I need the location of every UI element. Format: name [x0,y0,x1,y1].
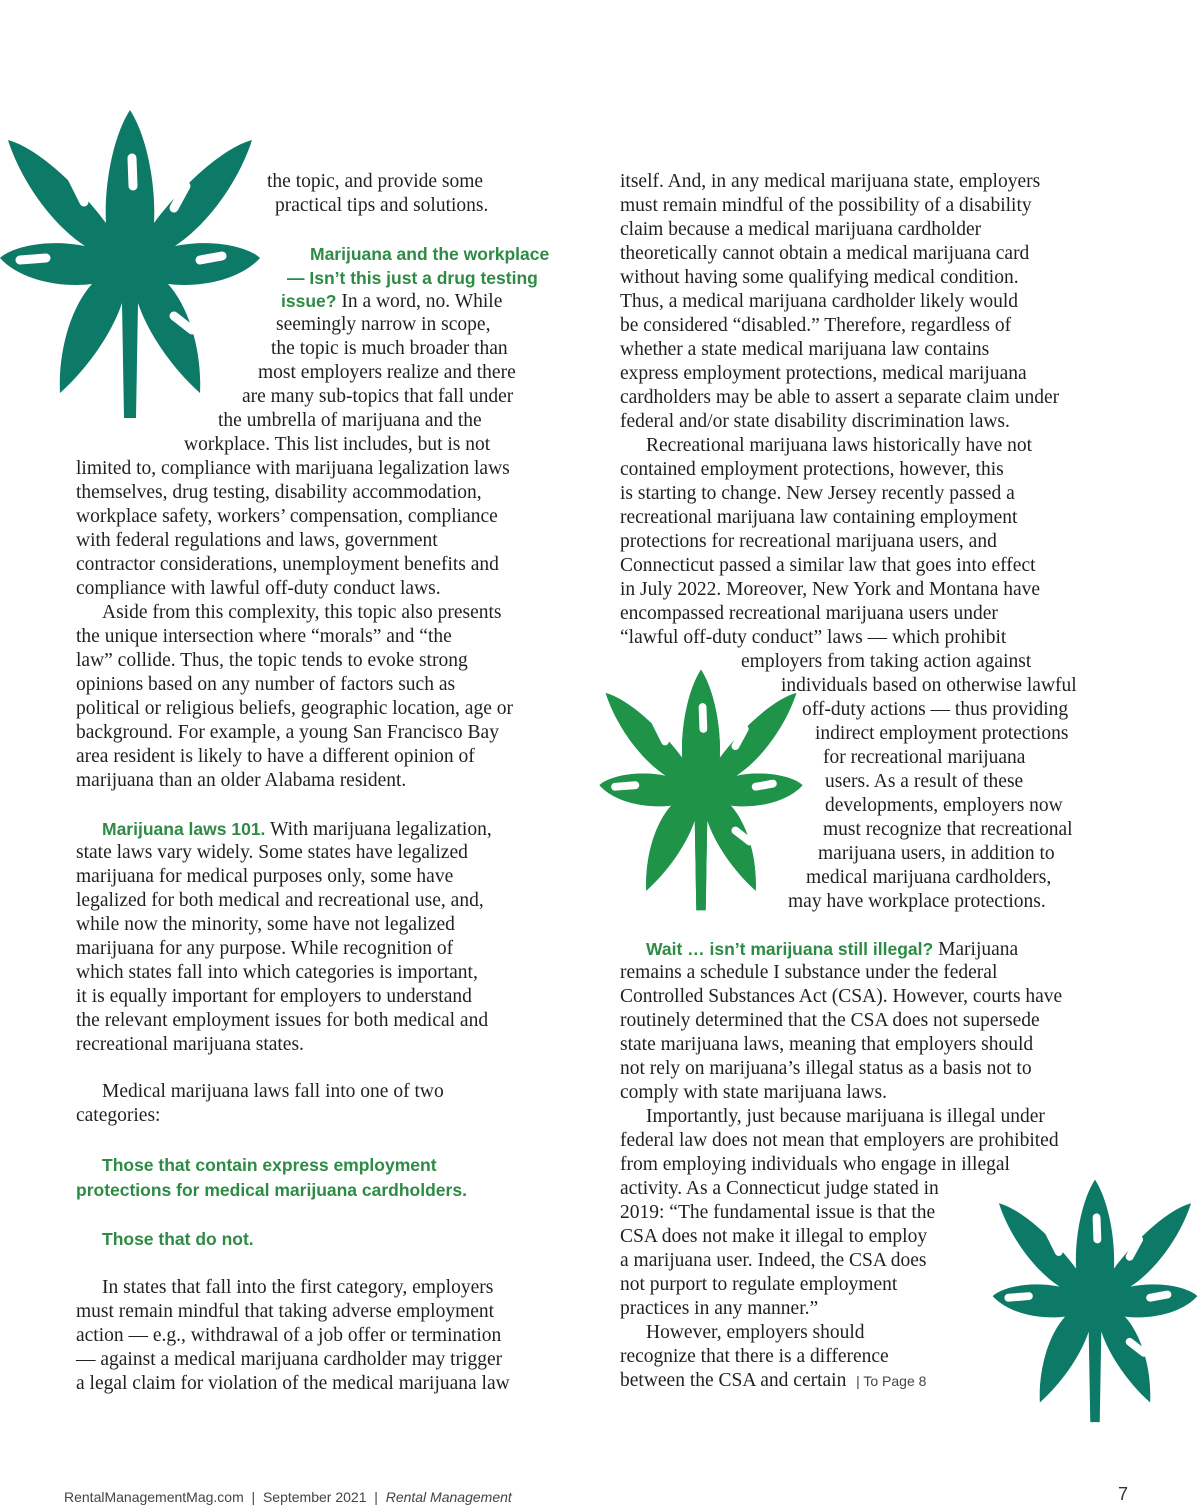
body-text-line: protections for recreational marijuana users, and [620,531,997,552]
footer-separator: | [374,1489,378,1505]
footer-site: RentalManagementMag.com [64,1489,244,1505]
body-text-line: themselves, drug testing, disability accommodation, [76,482,482,503]
page-footer [64,1489,664,1505]
body-text-line: encompassed recreational marijuana users under [620,603,998,624]
body-text-line: Recreational marijuana laws historically have not [646,435,1033,456]
body-text-line: legalized for both medical and recreational use, and, [76,890,484,911]
body-text-line: marijuana than an older Alabama resident. [76,770,407,791]
body-text-line [281,289,502,314]
body-text-line: political or religious beliefs, geographic location, age or [76,698,513,719]
body-text-line: — against a medical marijuana cardholder may trigger [76,1349,503,1370]
footer-magazine: Rental Management [385,1489,512,1505]
body-text-line: comply with state marijuana laws. [620,1082,887,1103]
body-text-line: However, employers should [646,1322,865,1343]
body-text-line: individuals based on otherwise lawful [781,675,1077,696]
body-text-line: marijuana for medical purposes only, some have [76,866,454,887]
page-number: 7 [1118,1484,1129,1504]
body-text-line: recognize that there is a difference [620,1346,889,1367]
body-text-line: workplace safety, workers’ compensation, compliance [76,506,498,527]
body-text-line: area resident is likely to have a different opinion of [76,746,475,767]
body-text-line: with federal regulations and laws, government [76,530,438,551]
body-text-line: limited to, compliance with marijuana legalization laws [76,458,510,479]
body-text-line: the relevant employment issues for both medical and [76,1010,489,1031]
body-text-line: recreational marijuana law containing employment [620,507,1018,528]
body-text-line: claim because a medical marijuana cardholder [620,219,982,240]
body-text-line: not rely on marijuana’s illegal status as a basis not to [620,1058,1032,1079]
body-text-line: express employment protections, medical marijuana [620,363,1027,384]
body-text-line: 2019: “The fundamental issue is that the [620,1202,936,1223]
body-text-line: without having some qualifying medical condition. [620,267,1019,288]
body-text-line: the unique intersection where “morals” and “the [76,626,452,647]
body-text-line: must remain mindful that taking adverse employment [76,1301,495,1322]
list-item-heading: Those that do not. [102,1229,254,1249]
body-text-line: activity. As a Connecticut judge stated in [620,1178,939,1199]
body-text-line: are many sub-topics that fall under [242,386,514,407]
body-text-line: cardholders may be able to assert a separate claim under [620,387,1060,408]
body-text-line [102,817,492,842]
body-text-line: while now the minority, some have not legalized [76,914,455,935]
body-text-line: from employing individuals who engage in illegal [620,1154,1010,1175]
body-text-line: action — e.g., withdrawal of a job offer or termination [76,1325,502,1346]
body-text-line: In states that fall into the first category, employers [102,1277,494,1298]
body-text-line: a marijuana user. Indeed, the CSA does [620,1250,927,1271]
body-text-line: for recreational marijuana [823,747,1026,768]
footer-date: September 2021 [262,1489,367,1505]
body-text-line: most employers realize and there [258,362,516,383]
body-text-line: workplace. This list includes, but is not [184,434,491,455]
body-text: between the CSA and certain [620,1370,847,1391]
body-text-line: compliance with lawful off-duty conduct laws. [76,578,441,599]
body-text-line: contractor considerations, unemployment benefits and [76,554,499,575]
body-text-line: it is equally important for employers to understand [76,986,472,1007]
body-text-line [646,937,1018,962]
body-text-line: is starting to change. New Jersey recently passed a [620,483,1015,504]
body-text-line: developments, employers now [825,795,1063,816]
body-text-line: theoretically cannot obtain a medical marijuana card [620,243,1030,264]
body-text-line: federal law does not mean that employers are prohibited [620,1130,1059,1151]
section-heading: Marijuana laws 101. [102,819,266,839]
body-text-line: Controlled Substances Act (CSA). However, courts have [620,986,1063,1007]
body-text-line: off-duty actions — thus providing [802,699,1069,720]
body-text-line: contained employment protections, however, this [620,459,1004,480]
list-item-heading: Those that contain express employment [102,1155,437,1175]
body-text-line: the umbrella of marijuana and the [218,410,482,431]
section-heading: Marijuana and the workplace [310,244,550,264]
body-text-line: opinions based on any number of factors such as [76,674,456,695]
body-text-line: seemingly narrow in scope, [276,314,491,335]
body-text-line: be considered “disabled.” Therefore, regardless of [620,315,1012,336]
body-text: With marijuana legalization, [265,819,492,840]
body-text-line: routinely determined that the CSA does not supersede [620,1010,1040,1031]
section-heading: issue? [281,291,337,311]
body-text-line: Aside from this complexity, this topic also presents [102,602,502,623]
list-item-heading: protections for medical marijuana cardholders. [76,1180,467,1200]
cannabis-leaf-icon [596,668,806,918]
body-text-line: itself. And, in any medical marijuana state, employers [620,171,1041,192]
body-text-line: categories: [76,1105,161,1126]
body-text-line [620,1369,926,1393]
body-text-line: “lawful off-duty conduct” laws — which prohibit [620,627,1007,648]
cannabis-leaf-icon [0,108,260,428]
body-text-line: which states fall into which categories is important, [76,962,478,983]
body-text-line: not purport to regulate employment [620,1274,898,1295]
body-text-line: the topic, and provide some [267,171,484,192]
footer-separator: | [251,1489,256,1505]
body-text-line: recreational marijuana states. [76,1034,304,1055]
body-text-line: users. As a result of these [825,771,1024,792]
body-text-line: medical marijuana cardholders, [806,867,1052,888]
body-text: Marijuana [933,939,1019,960]
section-heading: Wait … isn’t marijuana still illegal? [646,939,934,959]
body-text-line: the topic is much broader than [271,338,508,359]
body-text-line: background. For example, a young San Francisco Bay [76,722,499,743]
body-text-line: state marijuana laws, meaning that employers should [620,1034,1034,1055]
continued-to-page-link[interactable]: | To Page 8 [856,1373,927,1389]
body-text-line: practices in any manner.” [620,1298,819,1319]
body-text-line: Importantly, just because marijuana is illegal under [646,1106,1045,1127]
body-text-line: CSA does not make it illegal to employ [620,1226,928,1247]
body-text-line: must remain mindful of the possibility of a disability [620,195,1032,216]
body-text: In a word, no. While [336,291,503,312]
section-heading: — Isn’t this just a drug testing [287,268,538,288]
body-text-line: may have workplace protections. [788,891,1046,912]
body-text-line: a legal claim for violation of the medical marijuana law [76,1373,510,1394]
body-text-line: state laws vary widely. Some states have legalized [76,842,468,863]
body-text-line: practical tips and solutions. [275,195,489,216]
body-text-line: in July 2022. Moreover, New York and Montana have [620,579,1041,600]
body-text-line: Connecticut passed a similar law that goes into effect [620,555,1036,576]
body-text-line: Thus, a medical marijuana cardholder likely would [620,291,1018,312]
body-text-line: employers from taking action against [741,651,1032,672]
body-text-line: must recognize that recreational [823,819,1073,840]
body-text-line: law” collide. Thus, the topic tends to evoke strong [76,650,468,671]
cannabis-leaf-icon [990,1178,1200,1430]
body-text-line: Medical marijuana laws fall into one of two [102,1081,444,1102]
body-text-line: marijuana users, in addition to [818,843,1055,864]
body-text-line: indirect employment protections [815,723,1069,744]
body-text-line: federal and/or state disability discrimination laws. [620,411,1010,432]
body-text-line: marijuana for any purpose. While recognition of [76,938,454,959]
body-text-line: whether a state medical marijuana law contains [620,339,990,360]
body-text-line: remains a schedule I substance under the federal [620,962,998,983]
